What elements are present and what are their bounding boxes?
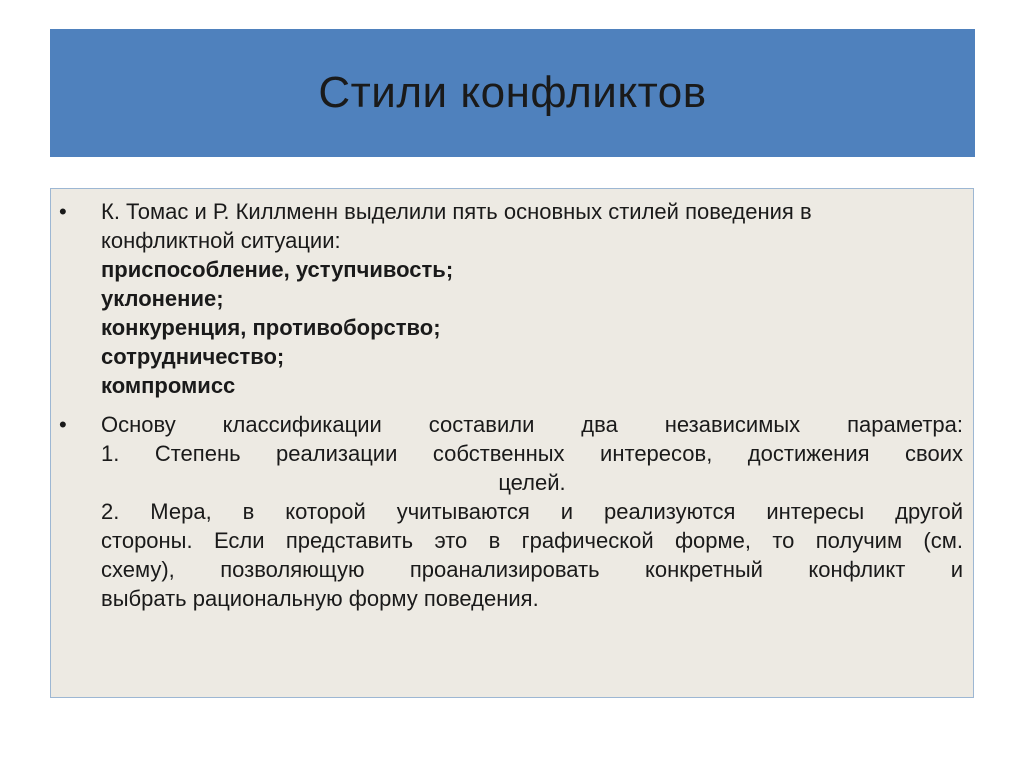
content-box [50, 188, 974, 698]
intro-line-1: К. Томас и Р. Киллменн выделили пять основных стилей поведения в [101, 199, 812, 224]
slide-title: Стили конфликтов [318, 68, 707, 117]
style-item: конкуренция, противоборство; [101, 315, 441, 340]
title-bar [50, 29, 975, 157]
style-item: уклонение; [101, 286, 224, 311]
classification-line-1: Основу классификации составили два независимых параметра: [101, 412, 963, 437]
bullet-list [51, 197, 973, 613]
classification-line-4: 2. Мера, в которой учитываются и реализуются интересы другой [101, 499, 963, 524]
style-item: приспособление, уступчивость; [101, 257, 454, 282]
style-item: сотрудничество; [101, 344, 285, 369]
classification-line-7: выбрать рациональную форму поведения. [101, 586, 539, 611]
bullet-item-classification [51, 410, 973, 613]
bullet-icon: • [59, 199, 67, 224]
bullet-icon: • [59, 412, 67, 437]
classification-line-2: 1. Степень реализации собственных интересов, достижения своих [101, 441, 963, 466]
classification-line-6: схему), позволяющую проанализировать конкретный конфликт и [101, 557, 963, 582]
classification-line-3: целей. [498, 470, 566, 495]
bullet-item-authors [51, 197, 973, 400]
style-item: компромисс [101, 373, 236, 398]
intro-line-2: конфликтной ситуации: [101, 228, 341, 253]
classification-line-5: стороны. Если представить это в графической форме, то получим (см. [101, 528, 963, 553]
